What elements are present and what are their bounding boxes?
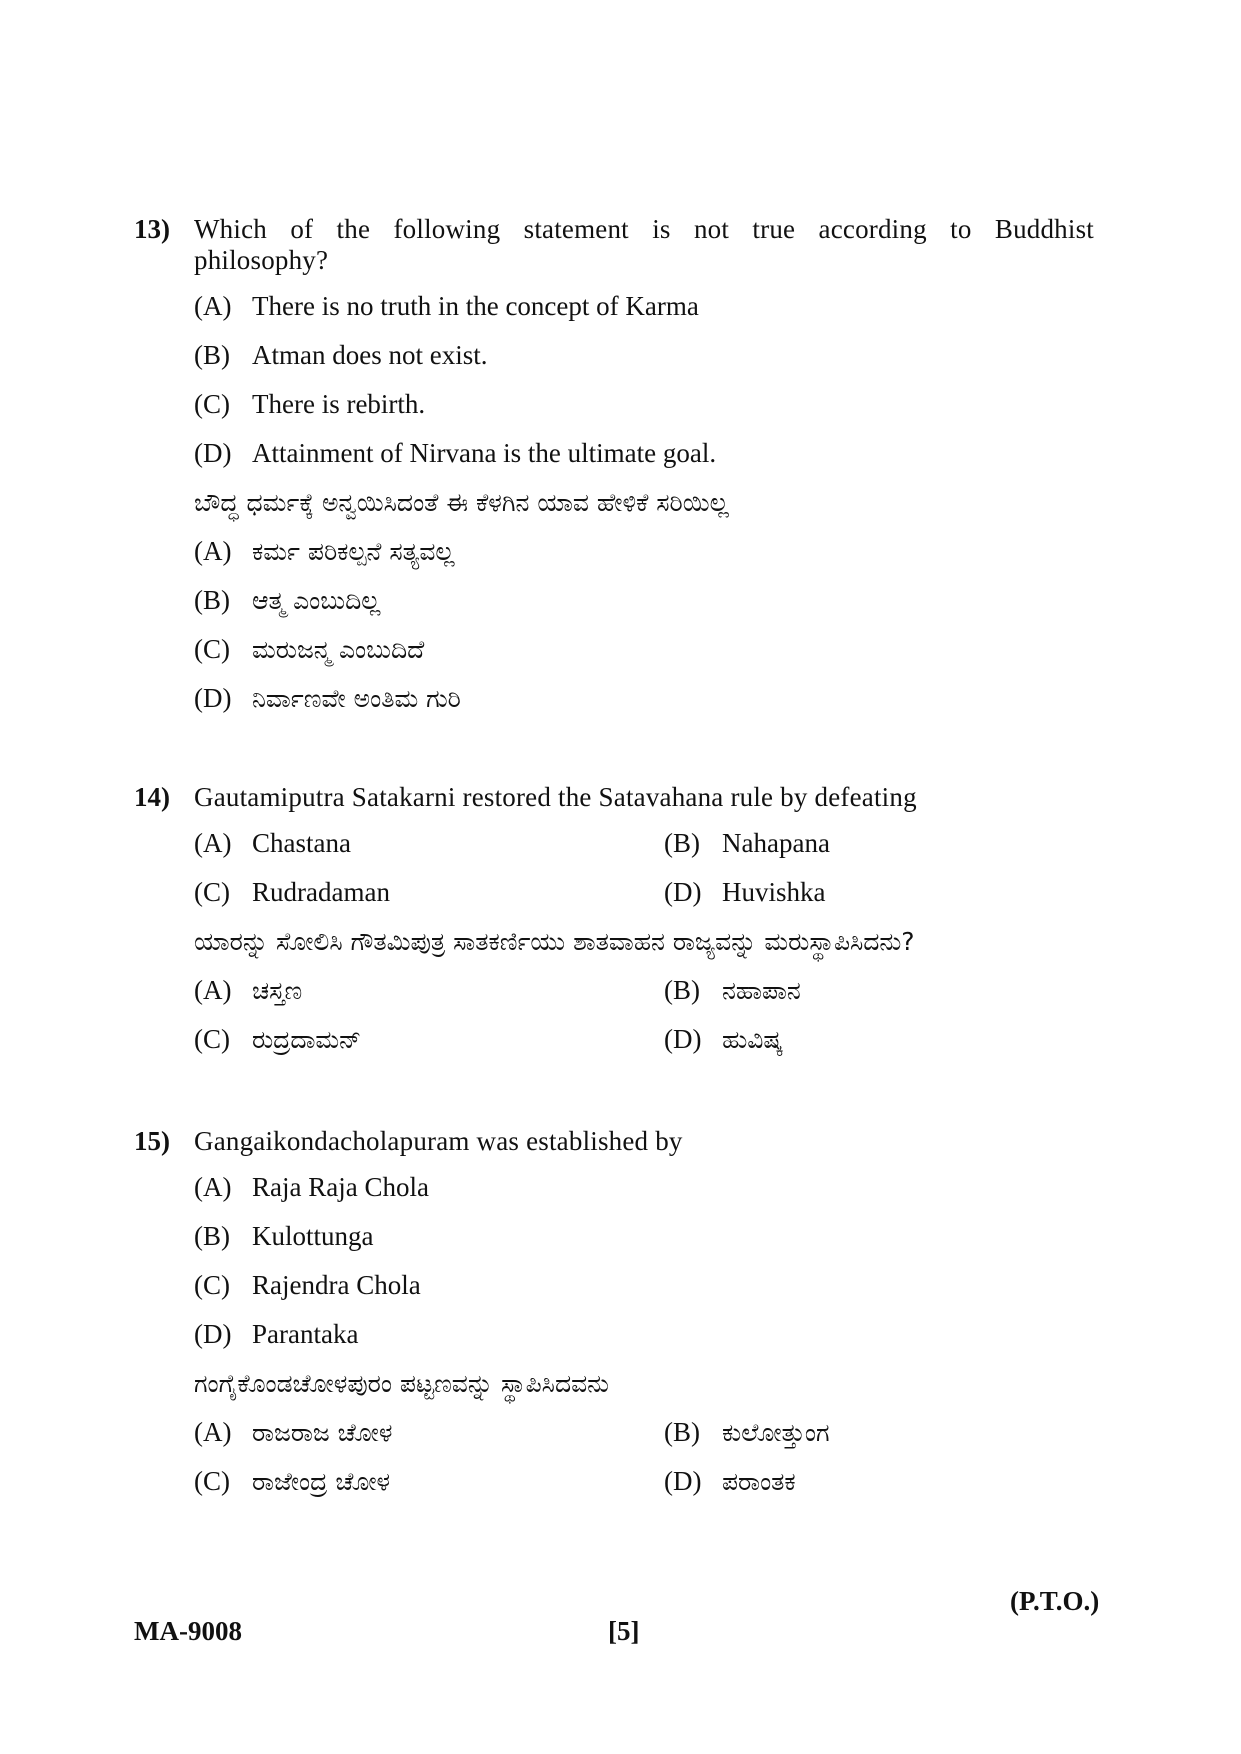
option-label: (C) bbox=[194, 877, 230, 907]
question-14 bbox=[134, 782, 1094, 1064]
option-label: (C) bbox=[194, 389, 230, 419]
option-label: (B) bbox=[664, 975, 700, 1005]
option-row bbox=[194, 1015, 1094, 1064]
option-text: Parantaka bbox=[252, 1319, 359, 1349]
option-text: ಹುವಿಷ್ಕ bbox=[722, 1024, 783, 1054]
option-label: (D) bbox=[664, 877, 702, 907]
kannada-option-a bbox=[194, 1417, 664, 1448]
option-text: Chastana bbox=[252, 828, 351, 858]
kannada-question-text: ಗಂಗೈಕೊಂಡಚೋಳಪುರಂ ಪಟ್ಟಣವನ್ನು ಸ್ಥಾಪಿಸಿದವನು bbox=[194, 1368, 609, 1398]
option-a bbox=[194, 828, 664, 859]
option-label: (D) bbox=[664, 1024, 702, 1054]
option-text: Huvishka bbox=[722, 877, 826, 907]
option-text: ಕುಲೋತ್ತುಂಗ bbox=[722, 1417, 830, 1447]
option-b bbox=[194, 1212, 1094, 1261]
option-label: (B) bbox=[194, 340, 230, 370]
question-header bbox=[134, 214, 1094, 276]
kannada-option-b bbox=[664, 975, 801, 1006]
option-label: (C) bbox=[194, 634, 230, 664]
option-text: ಆತ್ಮ ಎಂಬುದಿಲ್ಲ bbox=[252, 585, 381, 615]
option-label: (A) bbox=[194, 291, 232, 321]
option-text: ರುದ್ರದಾಮನ್ bbox=[252, 1024, 362, 1054]
english-options bbox=[194, 1163, 1094, 1359]
option-text: ನಿರ್ವಾಣವೇ ಅಂತಿಮ ಗುರಿ bbox=[252, 683, 461, 713]
kannada-options bbox=[194, 527, 1094, 723]
option-label: (A) bbox=[194, 1417, 232, 1447]
kannada-option-c bbox=[194, 1466, 664, 1497]
option-text: Kulottunga bbox=[252, 1221, 374, 1251]
kannada-option-a bbox=[194, 527, 1094, 576]
kannada-option-b bbox=[664, 1417, 829, 1448]
page-number: [5] bbox=[608, 1616, 640, 1646]
option-b bbox=[664, 828, 830, 859]
option-label: (A) bbox=[194, 1172, 232, 1202]
kannada-option-d bbox=[664, 1024, 783, 1055]
option-text: Nahapana bbox=[722, 828, 830, 858]
option-row bbox=[194, 819, 1094, 868]
pto-marker: (P.T.O.) bbox=[1010, 1586, 1100, 1616]
option-label: (B) bbox=[664, 828, 700, 858]
kannada-options bbox=[194, 1408, 1094, 1506]
kannada-option-a bbox=[194, 975, 664, 1006]
option-text: ಪರಾಂತಕ bbox=[722, 1466, 796, 1496]
english-options bbox=[194, 819, 1094, 917]
question-text: Which of the following statement is not true according to Buddhist philosophy? bbox=[194, 214, 1094, 275]
kannada-option-d bbox=[664, 1466, 796, 1497]
question-text: Gangaikondacholapuram was established by bbox=[194, 1126, 683, 1156]
option-text: Atman does not exist. bbox=[252, 340, 488, 370]
option-text: Attainment of Nirvana is the ultimate goal. bbox=[252, 438, 717, 468]
option-text: ರಾಜರಾಜ ಚೋಳ bbox=[252, 1417, 393, 1447]
option-label: (B) bbox=[664, 1417, 700, 1447]
kannada-option-c bbox=[194, 625, 1094, 674]
paper-code: MA-9008 bbox=[134, 1616, 242, 1646]
option-text: Raja Raja Chola bbox=[252, 1172, 429, 1202]
option-text: Rudradaman bbox=[252, 877, 390, 907]
option-c bbox=[194, 1261, 1094, 1310]
option-c bbox=[194, 877, 664, 908]
option-text: ಚಸ್ತಣ bbox=[252, 975, 303, 1005]
question-number: 14) bbox=[134, 782, 170, 812]
option-text: ಕರ್ಮ ಪರಿಕಲ್ಪನೆ ಸತ್ಯವಲ್ಲ bbox=[252, 536, 455, 566]
option-a bbox=[194, 1163, 1094, 1212]
question-text: Gautamiputra Satakarni restored the Satavahana rule by defeating bbox=[194, 782, 917, 812]
option-label: (A) bbox=[194, 536, 232, 566]
option-b bbox=[194, 331, 1094, 380]
option-label: (D) bbox=[194, 438, 232, 468]
option-text: ಮರುಜನ್ಮ ಎಂಬುದಿದೆ bbox=[252, 634, 425, 664]
english-options bbox=[194, 282, 1094, 478]
option-label: (A) bbox=[194, 975, 232, 1005]
option-label: (D) bbox=[194, 1319, 232, 1349]
option-text: There is no truth in the concept of Karma bbox=[252, 291, 699, 321]
option-d bbox=[194, 429, 1094, 478]
option-label: (B) bbox=[194, 1221, 230, 1251]
kannada-question-text: ಯಾರನ್ನು ಸೋಲಿಸಿ ಗೌತಮಿಪುತ್ರ ಸಾತಕರ್ಣಿಯು ಶಾತವಾಹನ ರಾಜ್ಯವನ್ನು ಮರುಸ್ಥಾಪಿಸಿದನು? bbox=[194, 926, 915, 956]
option-c bbox=[194, 380, 1094, 429]
option-label: (C) bbox=[194, 1270, 230, 1300]
option-text: ರಾಜೇಂದ್ರ ಚೋಳ bbox=[252, 1466, 391, 1496]
option-text: Rajendra Chola bbox=[252, 1270, 421, 1300]
kannada-option-c bbox=[194, 1024, 664, 1055]
option-label: (D) bbox=[664, 1466, 702, 1496]
option-row bbox=[194, 966, 1094, 1015]
question-number: 15) bbox=[134, 1126, 170, 1156]
option-row bbox=[194, 1457, 1094, 1506]
option-d bbox=[664, 877, 826, 908]
option-text: ನಹಾಪಾನ bbox=[722, 975, 801, 1005]
option-label: (B) bbox=[194, 585, 230, 615]
kannada-options bbox=[194, 966, 1094, 1064]
option-row bbox=[194, 1408, 1094, 1457]
question-header bbox=[134, 782, 1094, 813]
question-number: 13) bbox=[134, 214, 170, 244]
kannada-option-d bbox=[194, 674, 1094, 723]
option-label: (C) bbox=[194, 1024, 230, 1054]
option-d bbox=[194, 1310, 1094, 1359]
question-13 bbox=[134, 214, 1094, 723]
option-label: (C) bbox=[194, 1466, 230, 1496]
question-header bbox=[134, 1126, 1094, 1157]
kannada-question-text: ಬೌದ್ಧ ಧರ್ಮಕ್ಕೆ ಅನ್ವಯಿಸಿದಂತೆ ಈ ಕೆಳಗಿನ ಯಾವ ಹೇಳಿಕೆ ಸರಿಯಿಲ್ಲ bbox=[194, 487, 729, 517]
option-row bbox=[194, 868, 1094, 917]
kannada-option-b bbox=[194, 576, 1094, 625]
option-text: There is rebirth. bbox=[252, 389, 426, 419]
option-a bbox=[194, 282, 1094, 331]
question-15 bbox=[134, 1126, 1094, 1506]
option-label: (A) bbox=[194, 828, 232, 858]
option-label: (D) bbox=[194, 683, 232, 713]
